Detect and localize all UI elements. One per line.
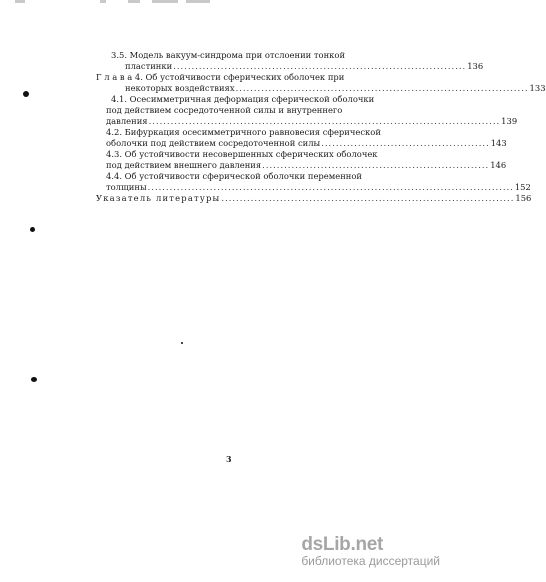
dot-leader: ................................................................................ <box>221 193 515 203</box>
toc-entry: Указатель литературы ................................................................................ 156 <box>96 193 532 203</box>
toc-page-number: 139 <box>501 116 518 126</box>
dot-leader: .............................................................. <box>262 160 490 170</box>
page-number: 3 <box>226 454 232 464</box>
toc-page-number: 143 <box>490 138 507 148</box>
dot-leader: .............................................. <box>321 138 490 148</box>
dot-leader: ................................................................................................ <box>148 116 501 126</box>
toc-page-number: 133 <box>529 83 546 93</box>
dot-leader: ................................................................................ <box>235 83 529 93</box>
toc-line: 4.4. Об устойчивости сферической оболочки переменной <box>106 171 363 181</box>
toc-line: под действием сосредоточенной силы и внутреннего <box>106 105 343 115</box>
dot-leader: .................................................................................................... <box>147 182 514 192</box>
toc-line: 4.1. Осесимметричная деформация сферической оболочки <box>111 94 375 104</box>
toc-page-number: 136 <box>467 61 484 71</box>
toc-entry: некоторых воздействиях ................................................................................ 133 <box>125 83 546 93</box>
dot-leader: ................................................................................ <box>173 61 467 71</box>
toc-entry: оболочки под действием сосредоточенной силы .............................................. 143 <box>106 138 507 148</box>
toc-entry: под действием внешнего давления .............................................................. 146 <box>106 160 507 170</box>
toc-entry: пластинки ................................................................................ 136 <box>125 61 484 71</box>
toc-page-number: 146 <box>490 160 507 170</box>
watermark-subtitle: библиотека диссертаций <box>301 554 440 568</box>
watermark <box>301 534 440 568</box>
toc-line: 4.2. Бифуркация осесимметричного равновесия сферической <box>106 127 381 137</box>
toc-chapter-line: Г л а в а 4. Об устойчивости сферических оболочек при <box>96 72 345 82</box>
toc-entry: давления ................................................................................................ 139 <box>106 116 518 126</box>
toc-line: 3.5. Модель вакуум-синдрома при отслоении тонкой <box>111 50 346 60</box>
toc-line: 4.3. Об устойчивости несовершенных сферических оболочек <box>106 149 378 159</box>
toc-page-number: 156 <box>515 193 532 203</box>
toc-page-number: 152 <box>514 182 531 192</box>
toc-entry: толщины .................................................................................................... 152 <box>106 182 531 192</box>
watermark-logo: dsLib.net <box>301 534 384 555</box>
